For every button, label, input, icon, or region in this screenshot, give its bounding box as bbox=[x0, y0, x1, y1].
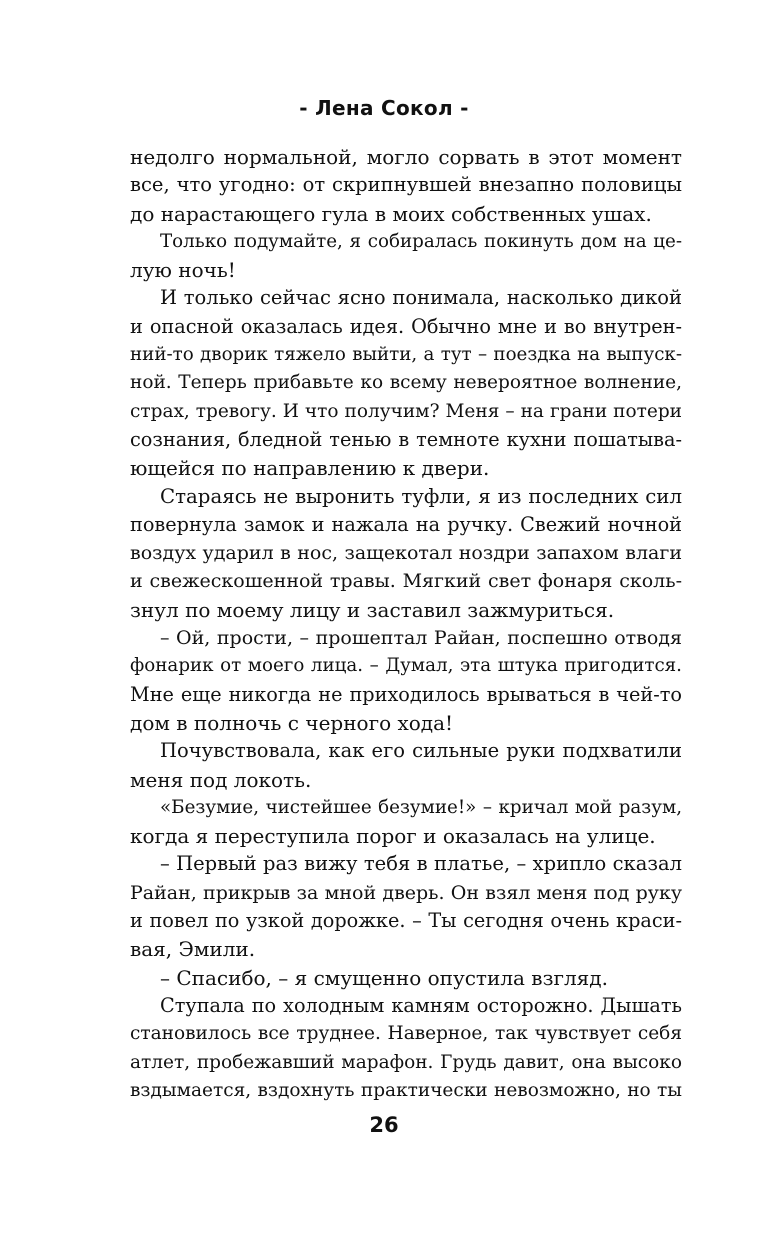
text-line: фонарик от моего лица. – Думал, эта штука пригодится. bbox=[130, 655, 682, 677]
text-line: Мне еще никогда не приходилось врываться в чей-то bbox=[130, 682, 682, 706]
text-line: И только сейчас ясно понимала, насколько дикой bbox=[160, 286, 682, 310]
text-line: «Безумие, чистейшее безумие!» – кричал мой разум, bbox=[160, 796, 682, 818]
text-line: и свежескошенной травы. Мягкий свет фонаря сколь- bbox=[130, 570, 682, 593]
text-line: ной. Теперь прибавьте ко всему невероятное волнение, bbox=[130, 372, 682, 394]
text-line: сознания, бледной тенью в темноте кухни пошатыва- bbox=[130, 427, 682, 451]
text-line: – Первый раз вижу тебя в платье, – хрипло сказал bbox=[160, 852, 682, 876]
text-line: меня под локоть. bbox=[130, 767, 312, 792]
text-line: вздымается, вздохнуть практически невозможно, но ты bbox=[130, 1079, 682, 1101]
text-line: повернула замок и нажала на ручку. Свежий ночной bbox=[130, 512, 682, 536]
text-line: ющейся по направлению к двери. bbox=[130, 456, 490, 481]
text-line: воздух ударил в нос, защекотал ноздри запахом влаги bbox=[130, 542, 682, 565]
text-line: и повел по узкой дорожке. – Ты сегодня очень краси- bbox=[130, 909, 682, 933]
text-line: атлет, пробежавший марафон. Грудь давит, она высоко bbox=[130, 1051, 682, 1073]
text-line: когда я переступила порог и оказалась на улице. bbox=[130, 824, 656, 849]
text-line: и опасной оказалась идея. Обычно мне и во внутрен- bbox=[130, 314, 682, 338]
page-body-text bbox=[130, 143, 682, 1105]
running-header: - Лена Сокол - bbox=[299, 96, 469, 120]
page-number: 26 bbox=[369, 1113, 399, 1137]
text-line: страх, тревогу. И что получим? Меня – на грани потери bbox=[130, 400, 682, 422]
text-line: – Ой, прости, – прошептал Райан, поспешно отводя bbox=[160, 627, 682, 650]
text-line: недолго нормальной, могло сорвать в этот момент bbox=[130, 145, 682, 169]
text-line: становилось все труднее. Наверное, так чувствует себя bbox=[130, 1023, 682, 1045]
text-line: ний-то дворик тяжело выйти, а тут – поездка на выпуск- bbox=[130, 344, 682, 366]
text-line: Райан, прикрыв за мной дверь. Он взял меня под руку bbox=[130, 881, 682, 904]
text-line: Ступала по холодным камням осторожно. Дышать bbox=[160, 993, 682, 1017]
text-line: лую ночь! bbox=[130, 258, 236, 283]
text-line: все, что угодно: от скрипнувшей внезапно половицы bbox=[130, 173, 682, 197]
text-line: вая, Эмили. bbox=[130, 937, 256, 962]
text-line: дом в полночь с черного хода! bbox=[130, 710, 454, 735]
text-line: до нарастающего гула в моих собственных ушах. bbox=[130, 201, 652, 226]
text-line: Только подумайте, я собиралась покинуть дом на це- bbox=[160, 230, 682, 252]
text-line: Стараясь не выронить туфли, я из последних сил bbox=[160, 484, 682, 508]
text-line: – Спасибо, – я смущенно опустила взгляд. bbox=[160, 965, 608, 990]
text-line: Почувствовала, как его сильные руки подхватили bbox=[160, 739, 682, 763]
text-line: знул по моему лицу и заставил зажмуриться. bbox=[130, 597, 615, 622]
